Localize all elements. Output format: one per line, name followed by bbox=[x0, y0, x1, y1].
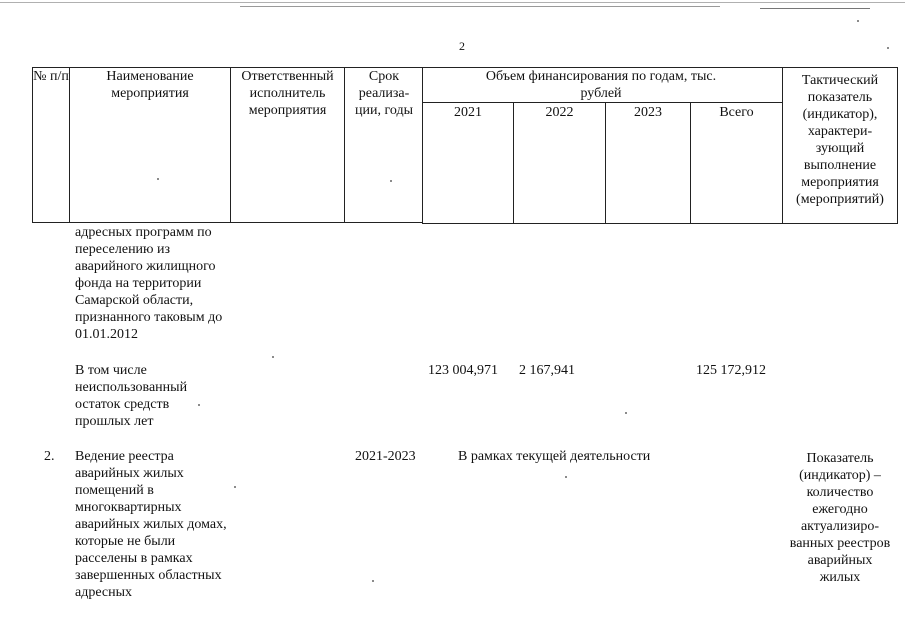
header-year-2022: 2022 bbox=[545, 105, 574, 120]
row-unused-balance-name: В том числе неиспользованный остаток средств прошлых лет bbox=[75, 363, 188, 429]
row-2-num: 2. bbox=[44, 449, 55, 464]
row-2-name: Ведение реестра аварийных жилых помещений в многоквартирных аварийных жилых домах, которые не были расселены в рамках завершенных областных адресных bbox=[75, 449, 227, 600]
header-year-2021: 2021 bbox=[454, 105, 482, 120]
row-unused-balance-2021: 123 004,971 bbox=[428, 363, 498, 378]
row-2-funding-note: В рамках текущей деятельности bbox=[458, 449, 651, 464]
header-num: № п/п bbox=[33, 69, 69, 84]
header-year-2023: 2023 bbox=[634, 105, 662, 120]
page-number: 2 bbox=[459, 39, 465, 53]
header-indicator: Тактический показатель (индикатор), характери-зующий выполнение мероприятия (мероприятий) bbox=[796, 73, 884, 207]
header-term: Срок реализа-ции, годы bbox=[355, 69, 413, 118]
row-unused-balance-2022: 2 167,941 bbox=[519, 363, 575, 378]
row-2-indicator: Показатель (индикатор) – количество ежегодно актуализиро-ванных реестров аварийных жилых bbox=[789, 451, 891, 585]
header-funding: Объем финансирования по годам, тыс. рублей bbox=[485, 69, 717, 101]
row-continuation-name: адресных программ по переселению из аварийного жилищного фонда на территории Самарской области, признанного таковым до 01.01.2012 bbox=[75, 225, 223, 342]
row-2-term: 2021-2023 bbox=[355, 449, 416, 464]
header-total: Всего bbox=[719, 105, 754, 120]
header-name: Наименование мероприятия bbox=[106, 69, 194, 101]
row-unused-balance-total: 125 172,912 bbox=[696, 363, 766, 378]
header-executor: Ответственный исполнитель мероприятия bbox=[241, 69, 334, 118]
